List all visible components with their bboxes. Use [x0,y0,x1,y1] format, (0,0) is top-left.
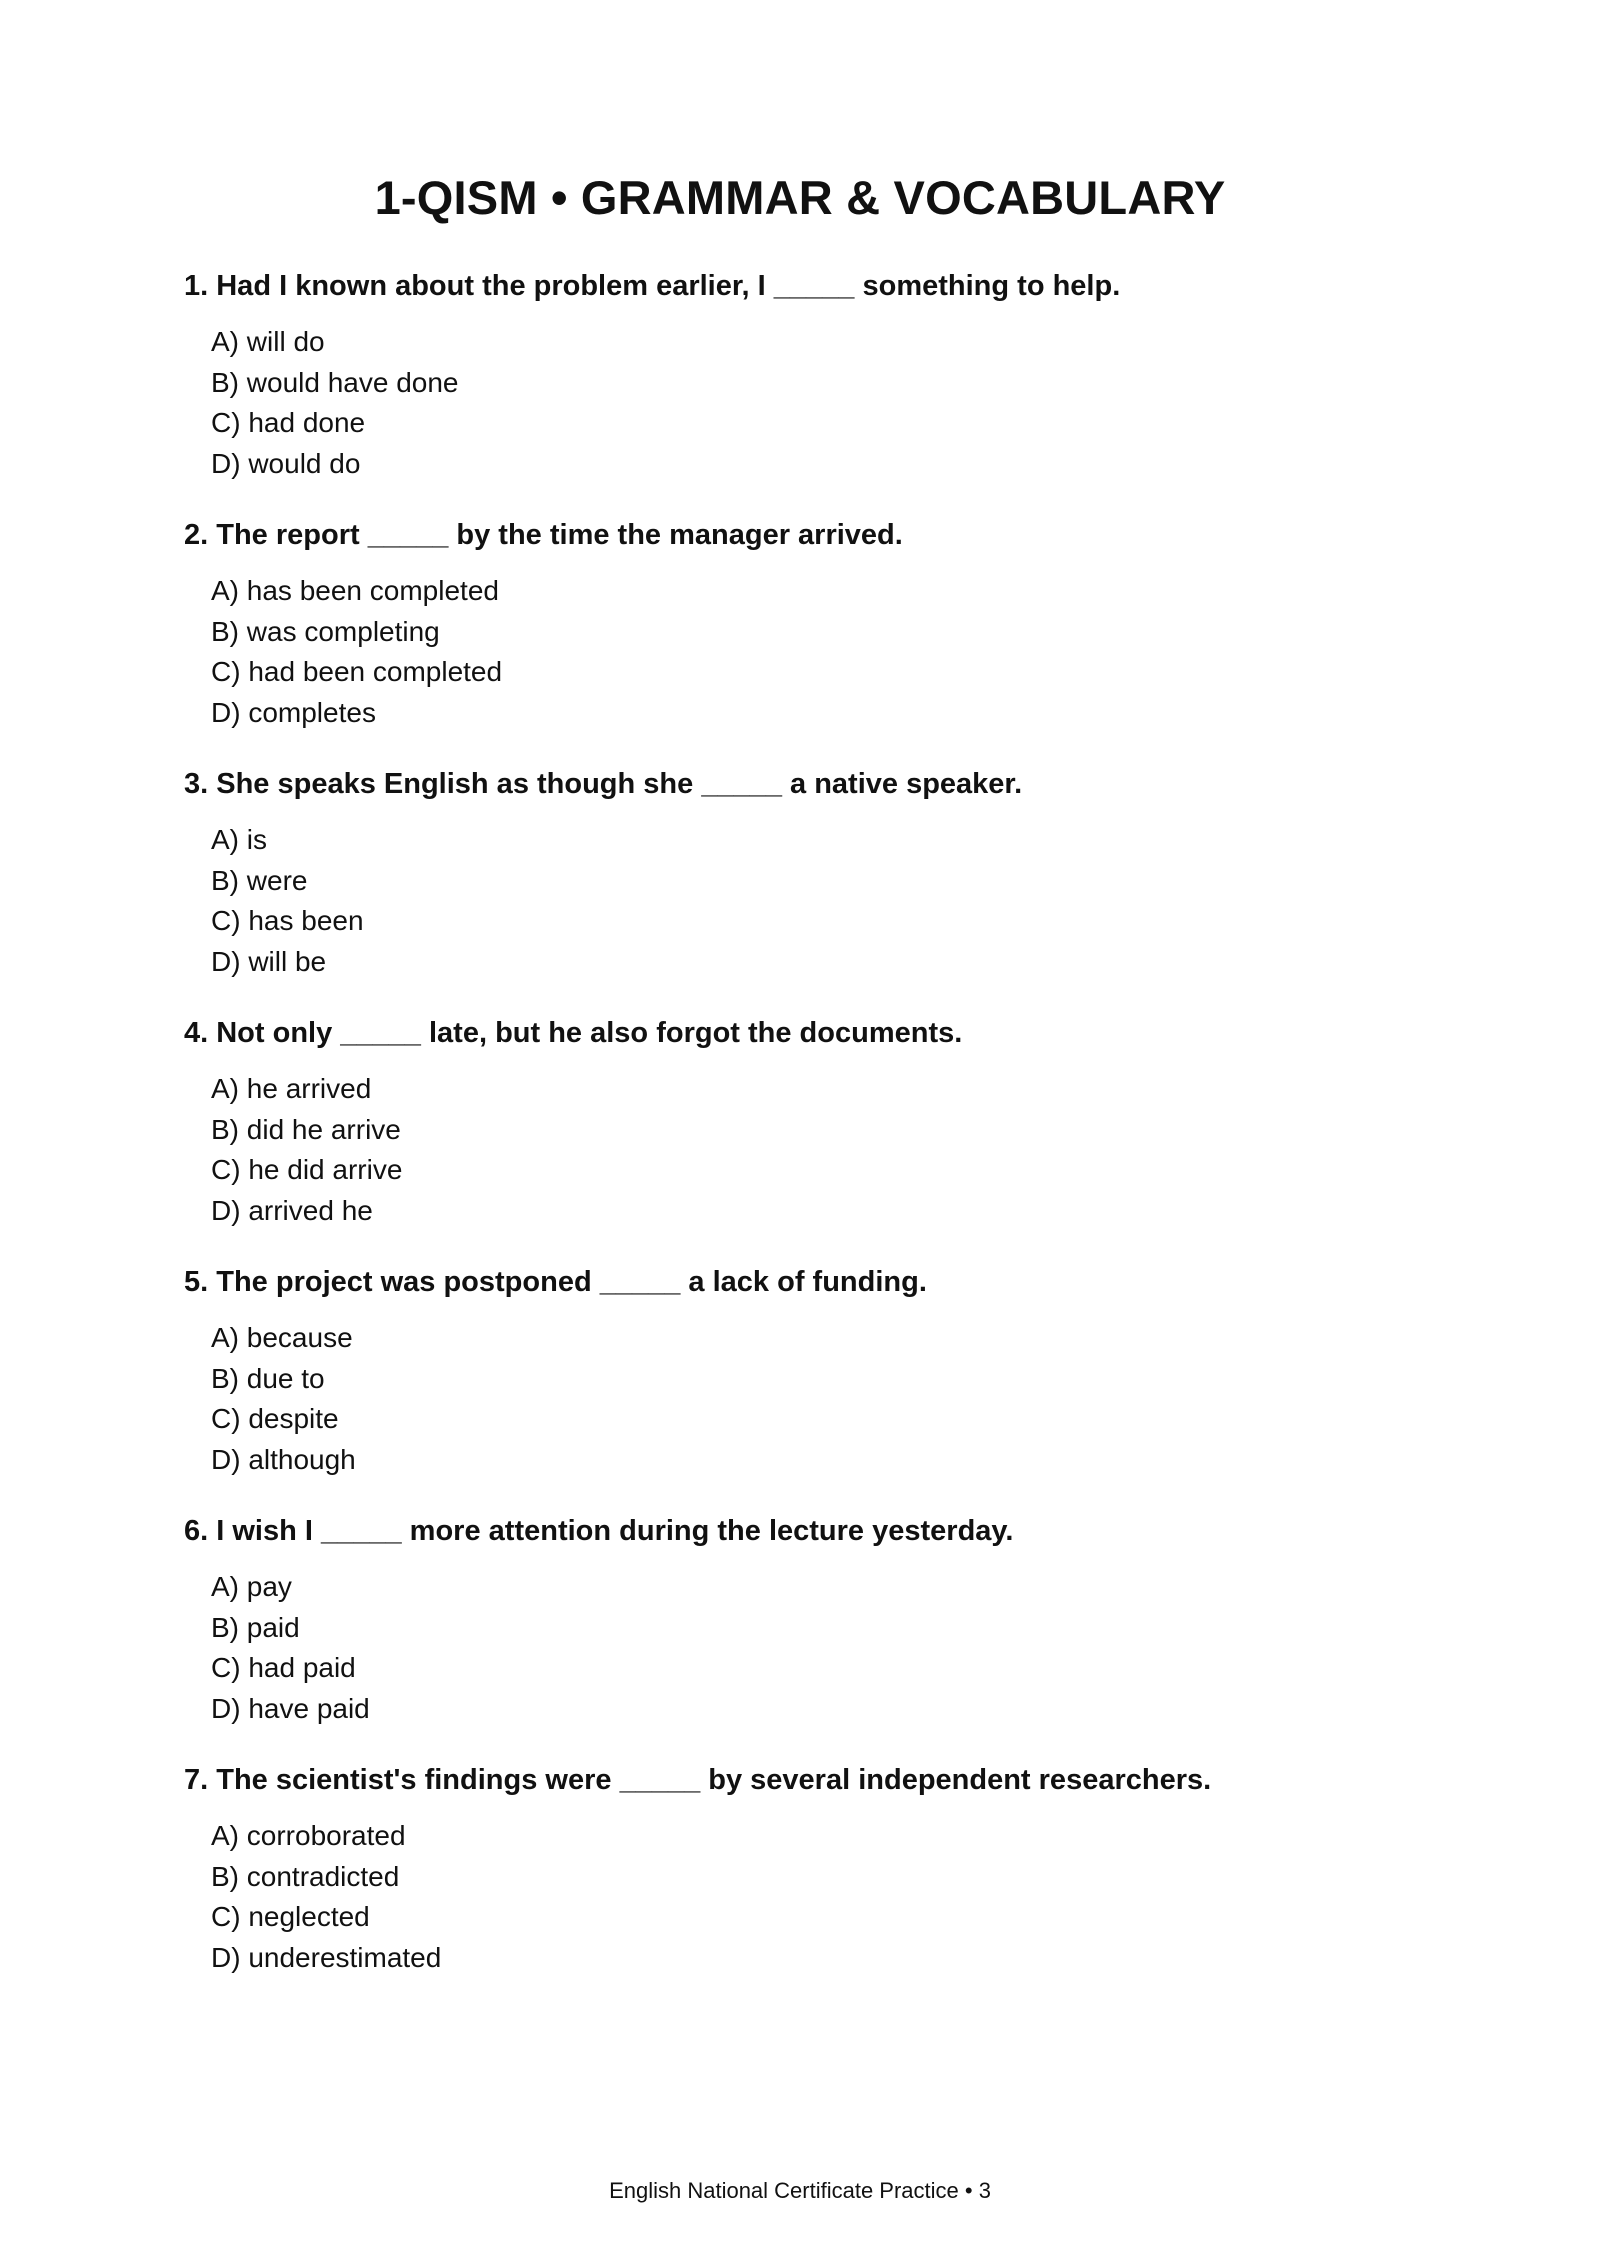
option-list [184,1069,1444,1232]
option-d: D) completes [211,697,376,729]
option-list [184,571,1444,734]
option-list [184,820,1444,983]
option-a: A) will do [211,326,325,357]
page-footer: English National Certificate Practice • 3 [609,2178,991,2203]
question-text: 7. The scientist's findings were _____ by several independent researchers. [184,1764,1212,1796]
option-d: D) have paid [211,1693,370,1725]
question-text: 2. The report _____ by the time the manager arrived. [184,519,903,551]
option-a: A) has been completed [211,575,499,606]
option-b: B) contradicted [211,1860,400,1892]
section-title: 1-QISM • GRAMMAR & VOCABULARY [374,171,1226,224]
question-text: 5. The project was postponed _____ a lack of funding. [184,1266,927,1298]
option-a: A) is [211,824,267,855]
option-b: B) did he arrive [211,1113,401,1145]
question-text: 4. Not only _____ late, but he also forgot the documents. [184,1017,963,1049]
option-a: A) because [211,1322,353,1353]
option-c: C) had paid [211,1652,356,1684]
option-list [184,1816,1444,1979]
question-5 [184,1258,1444,1507]
option-a: A) pay [211,1571,292,1602]
option-list [184,1567,1444,1730]
option-list [184,1318,1444,1481]
option-d: D) underestimated [211,1942,442,1974]
option-b: B) due to [211,1362,325,1394]
option-c: C) despite [211,1403,339,1435]
option-c: C) has been [211,905,364,937]
option-d: D) although [211,1444,356,1476]
option-list [184,322,1444,485]
question-list [184,262,1444,2005]
option-b: B) were [211,864,308,896]
option-c: C) had been completed [211,656,503,688]
question-3 [184,760,1444,1009]
question-text: 6. I wish I _____ more attention during the lecture yesterday. [184,1515,1014,1547]
question-6 [184,1507,1444,1756]
question-2 [184,511,1444,760]
question-1 [184,262,1444,511]
option-a: A) corroborated [211,1820,406,1851]
option-a: A) he arrived [211,1073,372,1104]
option-c: C) had done [211,407,366,439]
option-b: B) was completing [211,615,440,647]
option-b: B) would have done [211,366,459,398]
question-4 [184,1009,1444,1258]
option-d: D) will be [211,946,327,978]
option-d: D) arrived he [211,1195,373,1227]
option-c: C) neglected [211,1901,370,1933]
option-d: D) would do [211,448,361,480]
option-c: C) he did arrive [211,1154,403,1186]
question-7 [184,1756,1444,2005]
question-text: 3. She speaks English as though she _____ a native speaker. [184,768,1023,800]
option-b: B) paid [211,1611,300,1643]
question-text: 1. Had I known about the problem earlier, I _____ something to help. [184,270,1121,302]
